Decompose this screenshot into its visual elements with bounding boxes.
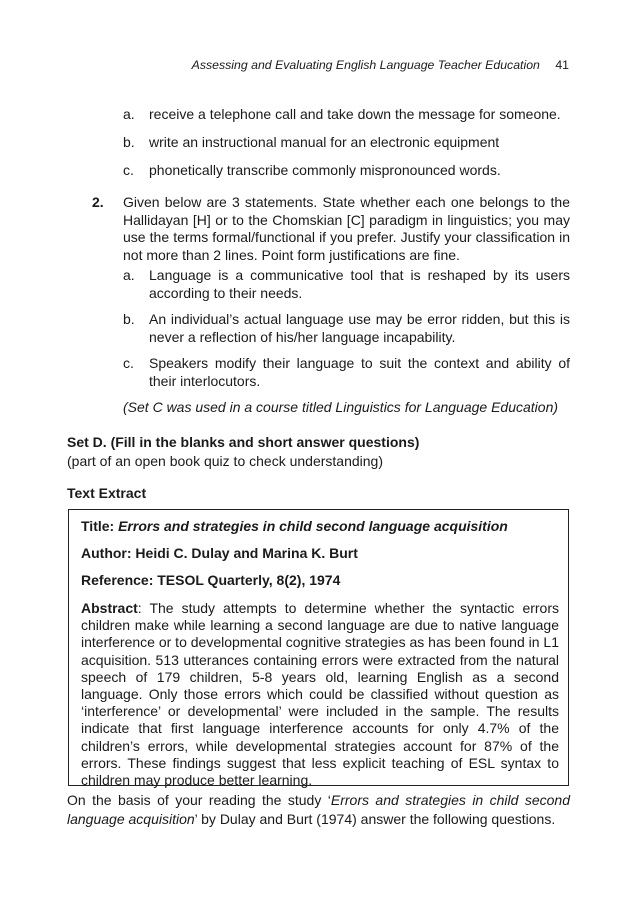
list-item <box>123 310 570 346</box>
list-item <box>123 133 570 151</box>
title-label: Title: <box>81 518 119 534</box>
task-list <box>123 105 570 179</box>
list-item-letter: c. <box>123 355 134 371</box>
list-item-text: Language is a communicative tool that is reshaped by its users according to their needs. <box>149 267 570 301</box>
extract-title <box>81 518 508 534</box>
page-number: 41 <box>555 58 569 72</box>
question-number: 2. <box>92 194 104 210</box>
section-subheading: (part of an open book quiz to check understanding) <box>67 453 383 469</box>
list-item-text: An individual’s actual language use may be error ridden, but this is never a reflection of his/her language incapability. <box>149 311 570 345</box>
closing-after: ’ by Dulay and Burt (1974) answer the following questions. <box>194 810 556 827</box>
extract-abstract <box>81 600 559 789</box>
abstract-label: Abstract <box>81 600 138 616</box>
title-value: Errors and strategies in child second language acquisition <box>118 518 508 534</box>
closing-instruction <box>67 791 570 828</box>
text-extract-heading: Text Extract <box>67 485 147 501</box>
closing-study-title: Errors and strategies in child second language acquisition <box>67 792 570 827</box>
list-item-text: receive a telephone call and take down the message for someone. <box>149 106 561 122</box>
list-item <box>123 105 570 123</box>
running-header <box>0 58 569 72</box>
extract-author: Author: Heidi C. Dulay and Marina K. Burt <box>81 545 358 561</box>
list-item <box>123 161 570 179</box>
abstract-text: : The study attempts to determine whether the syntactic errors children make while learning a second language are due to native language interference or to developmental cognitive strategies as has been found in L1 acquisition. 513 utterances containing errors were extracted from the natural speech of 179 children, 5-8 years old, learning English as a second language. Only those errors which could be classified without question as ‘interference’ or developmental’ were included in the sample. The results indicate that first language interference accounts for only 4.7% of the children’s errors, while developmental strategies account for 87% of the errors. These findings suggest that less explicit teaching of ESL syntax to children may produce better learning. <box>81 600 559 789</box>
list-item <box>123 354 570 390</box>
list-item-text: write an instructional manual for an electronic equipment <box>149 134 500 150</box>
section-heading: Set D. (Fill in the blanks and short answer questions) <box>67 434 420 450</box>
running-title: Assessing and Evaluating English Language Teacher Education <box>191 58 540 72</box>
question-text: Given below are 3 statements. State whether each one belongs to the Hallidayan [H] or to the Chomskian [C] paradigm in linguistics; you may use the terms formal/functional if you prefer. Justify your classification in not more than 2 lines. Point form justifications are fine. <box>123 194 570 263</box>
closing-before: On the basis of your reading the study ‘ <box>67 792 331 808</box>
course-note: (Set C was used in a course titled Linguistics for Language Education) <box>123 399 559 415</box>
list-item-letter: a. <box>123 267 135 283</box>
list-item <box>123 266 570 302</box>
list-item-text: phonetically transcribe commonly mispronounced words. <box>149 162 501 178</box>
list-item-letter: a. <box>123 106 135 122</box>
list-item-letter: b. <box>123 134 135 150</box>
statement-list <box>123 266 570 390</box>
list-item-letter: c. <box>123 162 134 178</box>
text-extract-box <box>68 509 569 789</box>
list-item-letter: b. <box>123 311 135 327</box>
list-item-text: Speakers modify their language to suit the context and ability of their interlocutors. <box>149 355 570 389</box>
extract-reference: Reference: TESOL Quarterly, 8(2), 1974 <box>81 572 341 588</box>
